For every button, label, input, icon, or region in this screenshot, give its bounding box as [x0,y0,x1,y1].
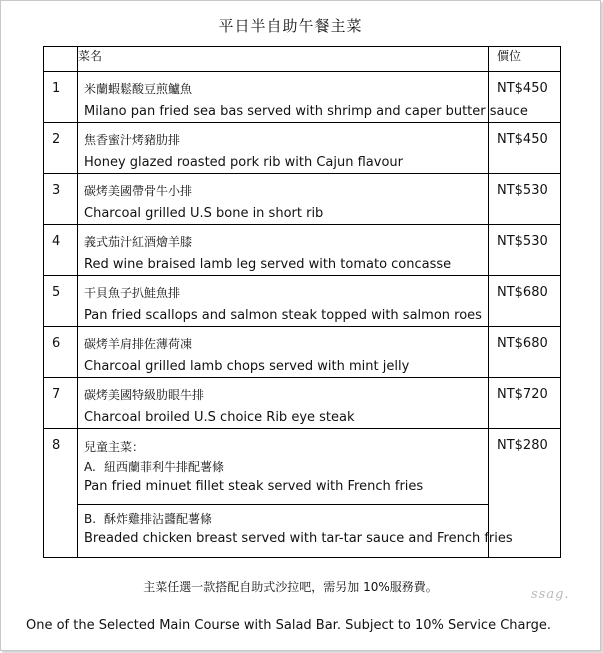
header-name-cell: 菜名 [78,47,489,72]
table-row [44,327,561,378]
item-number: 5 [44,276,78,327]
item-name-en: Honey glazed roasted pork rib with Cajun flavour [84,155,403,170]
service-note-zh: 主菜任選一款搭配自助式沙拉吧，需另加 10%服務費。 [143,580,438,594]
kids-option-letter: B. [84,512,97,526]
kids-option-name-zh: 紐西蘭菲利牛排配薯條 [104,460,225,474]
item-name-zh: 碳烤美國特級肋眼牛排 [84,388,205,402]
item-name-cell [78,225,489,276]
item-number: 8 [44,429,78,558]
item-price: NT$530 [489,225,561,276]
item-name-zh: 焦香蜜汁烤豬肋排 [84,133,181,147]
kids-option-letter: A. [84,460,96,474]
item-price: NT$280 [489,429,561,558]
item-number: 6 [44,327,78,378]
table-row [44,378,561,429]
table-row [44,72,561,123]
kids-option-name-en: Breaded chicken breast served with tar-tar sauce and French fries [84,531,513,546]
item-name-cell [78,174,489,225]
menu-title: 平日半自助午餐主菜 [218,17,363,35]
item-price: NT$680 [489,276,561,327]
item-number: 7 [44,378,78,429]
item-number: 1 [44,72,78,123]
table-row [44,225,561,276]
item-price: NT$680 [489,327,561,378]
item-name-cell [78,327,489,378]
table-row [44,174,561,225]
item-name-zh: 碳烤羊肩排佐薄荷凍 [84,337,193,351]
kids-menu-row [44,429,561,558]
item-name-zh: 義式茄汁紅酒燴羊膝 [84,235,193,249]
item-name-en: Red wine braised lamb leg served with tomato concasse [84,257,452,272]
kids-option-name-zh: 酥炸雞排沾醬配薯條 [104,512,213,526]
header-price-cell: 價位 [489,47,561,72]
signature-watermark: ssag. [531,587,570,602]
item-name-en: Milano pan fried sea bas served with shrimp and caper butter sauce [84,104,528,119]
kids-option-name-en: Pan fried minuet fillet steak served with French fries [84,479,424,494]
service-note-en: One of the Selected Main Course with Salad Bar. Subject to 10% Service Charge. [26,618,551,633]
table-row [44,276,561,327]
item-name-en: Charcoal grilled U.S bone in short rib [84,206,324,221]
table-row [44,123,561,174]
kids-menu-cell [78,429,513,558]
item-name-cell [78,378,489,429]
item-price: NT$450 [489,123,561,174]
item-price: NT$450 [489,72,561,123]
item-price: NT$530 [489,174,561,225]
kids-option-zh [78,505,488,526]
item-name-zh: 干貝魚子扒鮭魚排 [84,286,181,300]
item-name-zh: 米蘭蝦鬆酸豆煎鱸魚 [84,82,193,96]
item-name-en: Pan fried scallops and salmon steak topped with salmon roes [84,308,482,323]
kids-option-a [78,429,488,505]
table-header-row [44,47,561,72]
item-name-zh: 碳烤美國帶骨牛小排 [84,184,193,198]
item-name-cell [78,276,489,327]
item-price: NT$720 [489,378,561,429]
item-number: 3 [44,174,78,225]
item-name-en: Charcoal broiled U.S choice Rib eye steak [84,410,355,425]
item-number: 4 [44,225,78,276]
item-number: 2 [44,123,78,174]
item-name-en: Charcoal grilled lamb chops served with mint jelly [84,359,410,374]
kids-option-zh [78,453,488,474]
item-name-cell [78,123,489,174]
kids-menu-heading: 兒童主菜： [84,440,145,454]
header-number-cell [44,47,78,72]
menu-table [43,46,561,558]
kids-option-b [78,505,513,557]
